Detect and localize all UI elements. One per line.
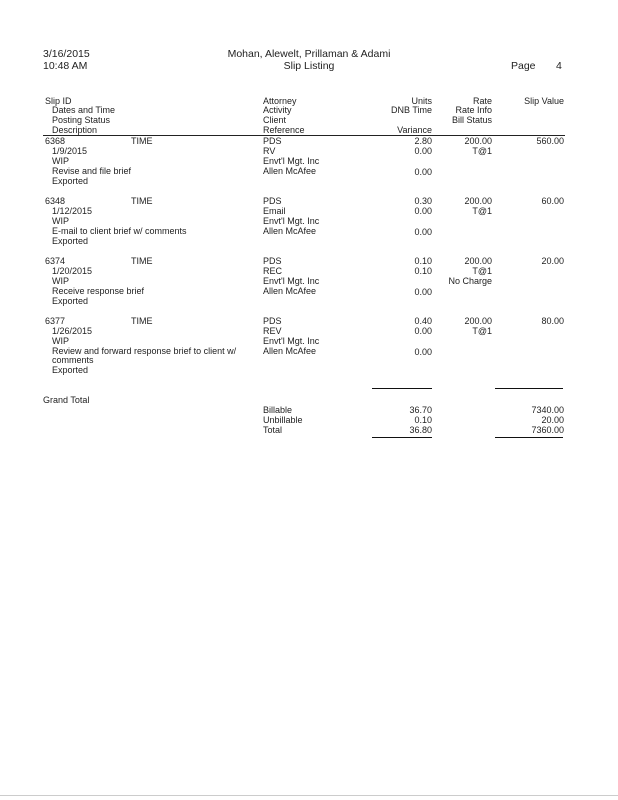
col-slip-value: Slip Value: [524, 96, 564, 106]
units-double-rule: [372, 437, 432, 438]
slip-units: 0.30: [414, 196, 432, 206]
unbillable-value: 20.00: [541, 415, 564, 425]
slip-value: 560.00: [536, 136, 564, 146]
slip-description-cont: comments: [52, 355, 94, 365]
col-attorney: Attorney: [263, 96, 297, 106]
slip-status: WIP: [52, 276, 69, 286]
slip-rate-info: T@1: [472, 326, 492, 336]
slip-type: TIME: [131, 316, 153, 326]
slip-posting: Exported: [52, 365, 89, 375]
slip-client: Envt'l Mgt. Inc: [263, 216, 320, 226]
slip-rate: 200.00: [464, 136, 492, 146]
billable-value: 7340.00: [531, 405, 564, 415]
col-slip-id: Slip ID: [45, 96, 72, 106]
slip-status: WIP: [52, 336, 69, 346]
col-rate-info: Rate Info: [455, 105, 492, 115]
slip-status: WIP: [52, 156, 69, 166]
col-dates-time: Dates and Time: [52, 105, 116, 115]
slip-id: 6368: [45, 136, 66, 146]
slip-rate: 200.00: [464, 196, 492, 206]
slip-rate-info: T@1: [472, 266, 492, 276]
firm-name: Mohan, Alewelt, Prillaman & Adami: [227, 48, 391, 60]
slip-status: WIP: [52, 216, 69, 226]
slip-rate-info: T@1: [472, 146, 492, 156]
col-bill-status: Bill Status: [451, 115, 492, 125]
slip-rate: 200.00: [464, 316, 492, 326]
slip-reference: Allen McAfee: [263, 166, 317, 176]
value-total-rule: [495, 388, 563, 389]
slip-date: 1/26/2015: [52, 326, 93, 336]
slip-dnb-time: 0.10: [414, 266, 432, 276]
slip-id: 6377: [45, 316, 66, 326]
slip-activity: REC: [263, 266, 283, 276]
report-date: 3/16/2015: [43, 48, 90, 60]
page-number: 4: [556, 60, 562, 72]
slip-dnb-time: 0.00: [414, 146, 432, 156]
slip-entry: [0, 316, 618, 376]
total-units: 36.80: [409, 425, 432, 435]
slip-rate: 200.00: [464, 256, 492, 266]
slip-date: 1/12/2015: [52, 206, 93, 216]
col-dnb-time: DNB Time: [390, 105, 432, 115]
slip-date: 1/20/2015: [52, 266, 93, 276]
col-variance: Variance: [397, 125, 432, 135]
slip-type: TIME: [131, 136, 153, 146]
slip-rate-info: T@1: [472, 206, 492, 216]
slip-type: TIME: [131, 196, 153, 206]
slip-description: Revise and file brief: [52, 166, 132, 176]
col-reference: Reference: [263, 125, 305, 135]
grand-total-label: Grand Total: [43, 395, 90, 405]
slip-dnb-time: 0.00: [414, 326, 432, 336]
col-units: Units: [411, 96, 432, 106]
slip-variance: 0.00: [414, 347, 432, 357]
slip-posting: Exported: [52, 236, 89, 246]
slip-value: 80.00: [541, 316, 564, 326]
slip-reference: Allen McAfee: [263, 346, 317, 356]
slip-client: Envt'l Mgt. Inc: [263, 336, 320, 346]
slip-value: 20.00: [541, 256, 564, 266]
slip-id: 6374: [45, 256, 66, 266]
unbillable-units: 0.10: [414, 415, 432, 425]
slip-units: 2.80: [414, 136, 432, 146]
slip-variance: 0.00: [414, 167, 432, 177]
report-title: Slip Listing: [283, 60, 335, 72]
slip-dnb-time: 0.00: [414, 206, 432, 216]
units-total-rule: [372, 388, 432, 389]
slip-description: Receive response brief: [52, 286, 145, 296]
page-label: Page: [511, 60, 536, 72]
col-posting-status: Posting Status: [52, 115, 111, 125]
slip-attorney: PDS: [263, 256, 282, 266]
slip-reference: Allen McAfee: [263, 226, 317, 236]
col-activity: Activity: [263, 105, 292, 115]
slip-client: Envt'l Mgt. Inc: [263, 156, 320, 166]
slip-entry: [0, 256, 618, 316]
slip-entry: [0, 136, 618, 196]
slip-posting: Exported: [52, 176, 89, 186]
col-description: Description: [52, 125, 98, 135]
unbillable-label: Unbillable: [263, 415, 303, 425]
total-label: Total: [263, 425, 283, 435]
slip-units: 0.40: [414, 316, 432, 326]
slip-activity: Email: [263, 206, 286, 216]
slip-reference: Allen McAfee: [263, 286, 317, 296]
col-client: Client: [263, 115, 287, 125]
slip-units: 0.10: [414, 256, 432, 266]
slip-value: 60.00: [541, 196, 564, 206]
slip-activity: REV: [263, 326, 282, 336]
slip-variance: 0.00: [414, 287, 432, 297]
slip-description: Review and forward response brief to client w/: [52, 346, 237, 356]
slip-attorney: PDS: [263, 196, 282, 206]
slip-posting: Exported: [52, 296, 89, 306]
slip-attorney: PDS: [263, 316, 282, 326]
billable-units: 36.70: [409, 405, 432, 415]
billable-label: Billable: [263, 405, 293, 415]
report-time: 10:48 AM: [43, 60, 88, 72]
slip-entry: [0, 196, 618, 256]
slip-id: 6348: [45, 196, 66, 206]
slip-type: TIME: [131, 256, 153, 266]
slip-bill-status: No Charge: [448, 276, 492, 286]
page-bottom-edge: [0, 795, 618, 796]
slip-attorney: PDS: [263, 136, 282, 146]
slip-client: Envt'l Mgt. Inc: [263, 276, 320, 286]
slip-activity: RV: [263, 146, 276, 156]
slip-description: E-mail to client brief w/ comments: [52, 226, 187, 236]
slip-variance: 0.00: [414, 227, 432, 237]
col-rate: Rate: [472, 96, 492, 106]
slip-date: 1/9/2015: [52, 146, 88, 156]
value-double-rule: [495, 437, 563, 438]
total-value: 7360.00: [531, 425, 564, 435]
